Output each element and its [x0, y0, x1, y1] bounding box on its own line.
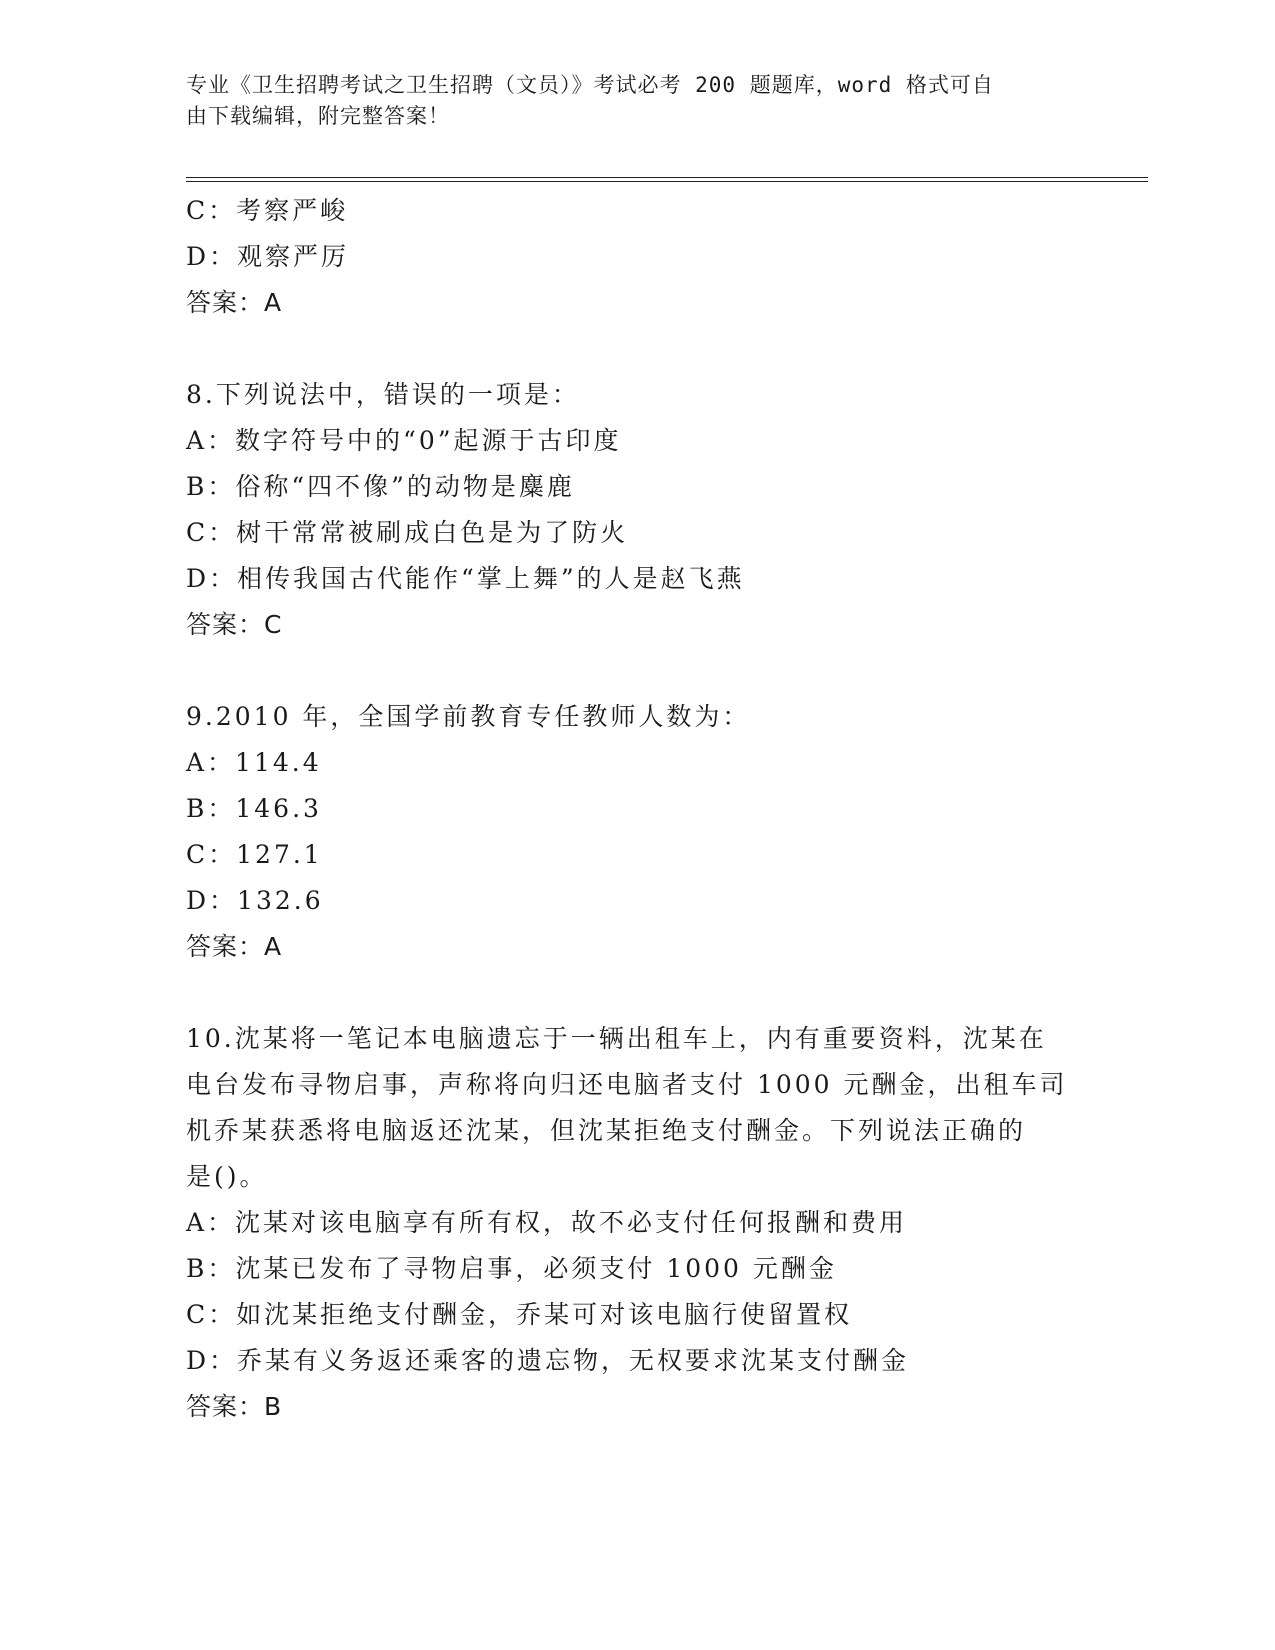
question-stem: 9.2010 年，全国学前教育专任教师人数为： — [186, 702, 751, 731]
question-stem-line-4: 是()。 — [186, 1162, 268, 1191]
header-line-1: 专业《卫生招聘考试之卫生招聘（文员）》考试必考 200 题题库，word 格式可自 — [186, 73, 994, 97]
question-stem: 8.下列说法中，错误的一项是： — [186, 380, 580, 409]
answer-line: 答案：A — [186, 288, 283, 317]
header-divider-top — [186, 177, 1148, 178]
option-c: C：如沈某拒绝支付酬金，乔某可对该电脑行使留置权 — [186, 1300, 853, 1329]
question-9-block — [186, 694, 1086, 970]
spacer — [186, 970, 1086, 1016]
option-c: C：树干常常被刷成白色是为了防火 — [186, 518, 629, 547]
option-d: D：乔某有义务返还乘客的遗忘物，无权要求沈某支付酬金 — [186, 1346, 910, 1375]
prev-question-block — [186, 188, 1086, 326]
option-d: D：132.6 — [186, 886, 324, 915]
question-8-block — [186, 372, 1086, 648]
answer-line: 答案：B — [186, 1392, 283, 1421]
option-b: B：146.3 — [186, 794, 322, 823]
option-c: C：127.1 — [186, 840, 323, 869]
option-a: A：沈某对该电脑享有所有权，故不必支付任何报酬和费用 — [186, 1208, 908, 1237]
answer-line: 答案：A — [186, 932, 283, 961]
header-divider-bottom — [186, 181, 1148, 182]
option-c: C：考察严峻 — [186, 196, 349, 225]
spacer — [186, 326, 1086, 372]
option-a: A：数字符号中的“0”起源于古印度 — [186, 426, 622, 455]
option-b: B：俗称“四不像”的动物是麋鹿 — [186, 472, 575, 501]
answer-line: 答案：C — [186, 610, 283, 639]
question-stem-line-3: 机乔某获悉将电脑返还沈某，但沈某拒绝支付酬金。下列说法正确的 — [186, 1116, 1027, 1145]
spacer — [186, 648, 1086, 694]
question-10-block — [186, 1016, 1086, 1430]
question-stem-line-2: 电台发布寻物启事，声称将向归还电脑者支付 1000 元酬金，出租车司 — [186, 1070, 1068, 1099]
option-d: D：相传我国古代能作“掌上舞”的人是赵飞燕 — [186, 564, 745, 593]
option-a: A：114.4 — [186, 748, 322, 777]
option-b: B：沈某已发布了寻物启事，必须支付 1000 元酬金 — [186, 1254, 837, 1283]
document-body — [186, 188, 1086, 1430]
header-line-2: 由下载编辑，附完整答案！ — [186, 104, 450, 128]
question-stem-line-1: 10.沈某将一笔记本电脑遗忘于一辆出租车上，内有重要资料，沈某在 — [186, 1024, 1047, 1053]
option-d: D：观察严厉 — [186, 242, 350, 271]
document-header — [186, 70, 1066, 132]
